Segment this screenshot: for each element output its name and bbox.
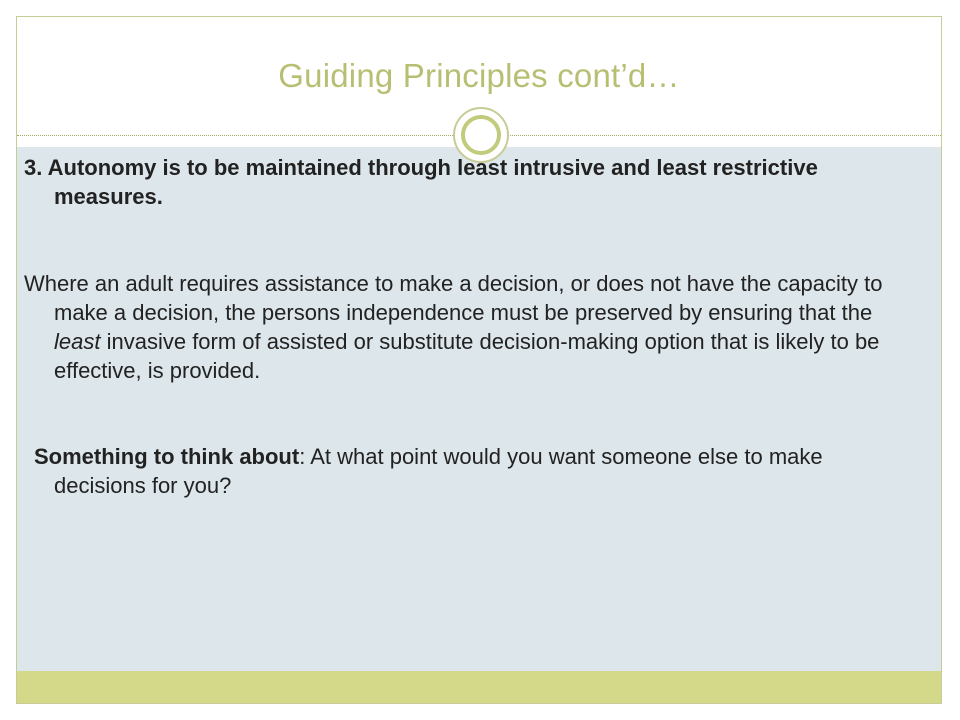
principle-paragraph (24, 269, 894, 385)
footer-band (17, 671, 941, 704)
prompt-separator: : (299, 444, 306, 469)
paragraph-spacer (24, 211, 894, 269)
prompt-label: Something to think about (34, 444, 300, 469)
paragraph-text-start: Where an adult requires assistance to make a decision, or does not have the capacity to make a decision, the persons independence must be preserved by ensuring that the (24, 271, 883, 325)
prompt-text: At what point would you want someone else to make decisions for you? (54, 444, 823, 498)
paragraph-text-end: invasive form of assisted or substitute decision-making option that is likely to be effective, is provided. (54, 329, 880, 383)
slide-title: Guiding Principles cont’d… (278, 57, 680, 94)
prompt-spacer (24, 385, 894, 442)
think-about-prompt (24, 442, 894, 500)
inner-circle (461, 115, 501, 155)
principle-heading: 3. Autonomy is to be maintained through least intrusive and least restrictive measures. (24, 155, 818, 209)
body-text (24, 153, 894, 500)
paragraph-emphasis: least (54, 329, 101, 354)
